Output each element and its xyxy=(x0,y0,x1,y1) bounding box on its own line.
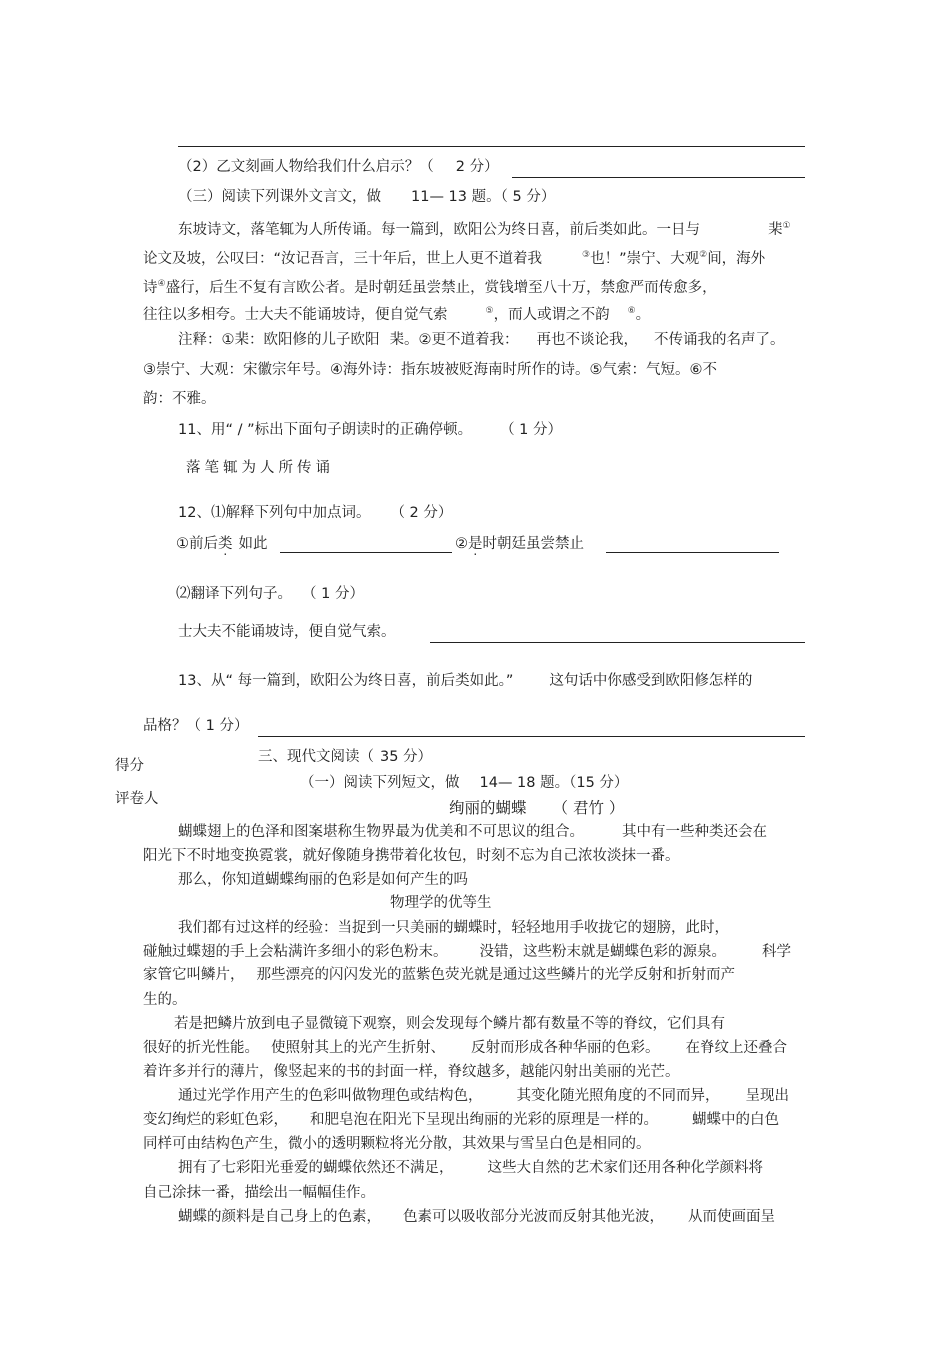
question-12 xyxy=(178,503,452,523)
notes-line-3: 韵：不雅。 xyxy=(143,391,216,407)
footnote-marker: ③ xyxy=(582,250,591,260)
article-line: 生的。 xyxy=(143,992,187,1008)
article-line xyxy=(178,1207,775,1227)
question-12-2-score: （ 1 分） xyxy=(302,586,364,602)
item-text: 如此 xyxy=(238,536,268,552)
article-title: 绚丽的蝴蝶 xyxy=(449,799,527,817)
article-text: 反射而形成各种华丽的色彩。 xyxy=(471,1040,660,1056)
article-text: 其中有一些种类还会在 xyxy=(622,824,767,840)
passage-text: 。 xyxy=(635,306,651,323)
part-3-heading-text: 三、现代文阅读（ xyxy=(258,749,374,765)
article-text: 蝴蝶的颜料是自己身上的色素， xyxy=(178,1209,381,1225)
passage-line-3 xyxy=(143,274,717,298)
note-text: 棐。②更不道着我： xyxy=(389,332,519,348)
article-line: 那么，你知道蝴蝶绚丽的色彩是如何产生的吗 xyxy=(178,872,468,888)
article-text: 蝴蝶翅上的色泽和图案堪称生物界最为优美和不可思议的组合。 xyxy=(178,824,584,840)
article-text: 家管它叫鳞片， xyxy=(143,967,245,983)
footnote-marker: ② xyxy=(699,250,708,260)
passage-text: 盛行，后生不复有言欧公者。是时朝廷虽尝禁止，赏钱增至八十万，禁愈严而传愈多， xyxy=(165,279,717,296)
article-text: 变幻绚烂的彩虹色彩， xyxy=(143,1112,288,1128)
question-11 xyxy=(178,420,562,440)
dotted-word: 类 xyxy=(218,536,233,552)
part-3-heading xyxy=(258,747,432,767)
article-text: 没错，这些粉末就是蝴蝶色彩的源泉。 xyxy=(479,944,726,960)
question-13-line-2: 品格？（ 1 分） xyxy=(143,718,249,734)
part-3-subheading-a: （一）阅读下列短文，做 xyxy=(300,775,460,791)
question-2-text: （2）乙文刻画人物给我们什么启示？（ xyxy=(178,159,434,175)
note-text: 再也不谈论我， xyxy=(536,332,638,348)
article-text: 从而使画面呈 xyxy=(688,1209,775,1225)
article-line: 阳光下不时地变换霓裳，就好像随身携带着化妆包，时刻不忘为自己浓妆淡抹一番。 xyxy=(143,848,680,864)
notes-line-2: ③崇宁、大观：宋徽宗年号。④海外诗：指东坡被贬海南时所作的诗。⑤气索：气短。⑥不 xyxy=(143,362,717,378)
article-text: 其变化随光照角度的不同而异， xyxy=(516,1088,720,1104)
question-11-score: （ 1 分） xyxy=(500,422,563,438)
article-line xyxy=(178,1086,789,1106)
note-text: 注释：①棐：欧阳修的儿子欧阳 xyxy=(178,332,380,348)
article-text: 蝴蝶中的白色 xyxy=(692,1112,779,1128)
score-label: 得分 xyxy=(115,758,144,774)
article-line: 自己涂抹一番，描绘出一幅幅佳作。 xyxy=(143,1185,375,1201)
article-line xyxy=(143,1038,787,1058)
passage-text: 也！”崇宁、大观 xyxy=(590,250,700,267)
article-text: 拥有了七彩阳光垂爱的蝴蝶依然还不满足， xyxy=(178,1160,454,1176)
passage-text: 间，海外 xyxy=(707,250,766,267)
article-line xyxy=(143,965,735,985)
answer-line-12-2[interactable] xyxy=(430,642,805,643)
part-3-subheading-b: 14— 18 题。（15 分） xyxy=(479,775,629,791)
footnote-marker: ⑥ xyxy=(627,306,636,316)
passage-text: 棐 xyxy=(768,221,783,238)
question-12-text: 12、⑴解释下列句中加点词。 xyxy=(178,505,371,521)
passage-text: ，而人或谓之不韵 xyxy=(493,306,610,323)
section-3-heading-b: 11— 13 题。（ 5 分） xyxy=(411,189,556,205)
question-13-text: 这句话中你感受到欧阳修怎样的 xyxy=(549,673,753,689)
passage-text: 东坡诗文，落笔辄为人所传诵。每一篇到，欧阳公为终日喜，前后类如此。一日与 xyxy=(178,221,700,238)
question-11-sentence[interactable]: 落笔辄为人所传诵 xyxy=(186,460,334,476)
article-line xyxy=(143,1110,779,1130)
article-text: 和肥皂泡在阳光下呈现出绚丽的光彩的原理是一样的。 xyxy=(310,1112,658,1128)
answer-line-12b[interactable] xyxy=(606,552,779,553)
article-text: 通过光学作用产生的色彩叫做物理色或结构色， xyxy=(178,1088,483,1104)
article-line xyxy=(178,822,767,842)
answer-line-12a[interactable] xyxy=(280,552,452,553)
item-text: ①前后 xyxy=(176,536,218,552)
article-line: 着许多并行的薄片，像竖起来的书的封面一样，脊纹越多，越能闪射出美丽的光芒。 xyxy=(143,1064,680,1080)
item-text: 时朝廷虽尝禁止 xyxy=(482,536,584,552)
item-text: ② xyxy=(455,536,468,552)
footnote-marker: ④ xyxy=(157,279,166,289)
section-3-heading xyxy=(178,187,555,207)
question-12-2-text: ⑵翻译下列句子。 xyxy=(176,586,292,602)
question-12-score: （ 2 分） xyxy=(390,505,453,521)
answer-line-q2[interactable] xyxy=(512,177,805,178)
article-text: 科学 xyxy=(762,944,791,960)
footnote-marker: ① xyxy=(782,221,791,231)
article-line: 我们都有过这样的经验：当捉到一只美丽的蝴蝶时，轻轻地用手收拢它的翅膀，此时， xyxy=(178,920,729,936)
article-text: 这些大自然的艺术家们还用各种化学颜料将 xyxy=(487,1160,763,1176)
question-12-2 xyxy=(176,584,364,604)
article-text: 在脊纹上还叠合 xyxy=(685,1040,787,1056)
article-text: 使照射其上的光产生折射、 xyxy=(271,1040,445,1056)
article-text: 很好的折光性能。 xyxy=(143,1040,259,1056)
passage-line-4 xyxy=(143,301,650,325)
question-13-text: 13、从“ 每一篇到，欧阳公为终日喜，前后类如此。” xyxy=(178,673,514,689)
article-subtitle: 物理学的优等生 xyxy=(390,895,492,911)
question-2-score: 2 分） xyxy=(455,159,499,175)
question-11-text: 11、用“ / ”标出下面句子朗读时的正确停顿。 xyxy=(178,422,473,438)
article-author: （ 君竹 ） xyxy=(552,799,625,817)
part-3-heading-score: 35 分） xyxy=(380,749,433,765)
passage-text: 往往以多相夸。士大夫不能诵坡诗，便自觉气索 xyxy=(143,306,448,323)
question-12-2-sentence: 士大夫不能诵坡诗，便自觉气索。 xyxy=(178,624,396,640)
article-title-line xyxy=(449,798,624,818)
article-text: 呈现出 xyxy=(745,1088,789,1104)
article-line: 若是把鳞片放到电子显微镜下观察，则会发现每个鳞片都有数量不等的脊纹，它们具有 xyxy=(174,1016,725,1032)
question-2-line xyxy=(178,157,499,177)
answer-line-13[interactable] xyxy=(258,736,805,737)
question-13 xyxy=(178,671,752,691)
article-line xyxy=(178,1158,763,1178)
passage-line-1 xyxy=(178,216,791,240)
article-line xyxy=(143,942,791,962)
article-text: 色素可以吸收部分光波而反射其他光波， xyxy=(403,1209,664,1225)
question-12-item-a xyxy=(176,534,268,554)
section-3-heading-a: （三）阅读下列课外文言文，做 xyxy=(178,189,381,205)
notes-line-1 xyxy=(178,330,785,350)
passage-text: 诗 xyxy=(143,279,158,296)
part-3-subheading xyxy=(300,773,628,793)
question-12-item-b xyxy=(455,534,584,554)
article-text: 那些漂亮的闪闪发光的蓝紫色荧光就是通过这些鳞片的光学反射和折射而产 xyxy=(256,967,735,983)
grader-label: 评卷人 xyxy=(115,791,159,807)
passage-text: 论文及坡，公叹曰：“汝记吾言，三十年后，世上人更不道着我 xyxy=(143,250,543,267)
passage-line-2 xyxy=(143,245,765,269)
footnote-marker: ⑤ xyxy=(485,306,494,316)
note-text: 不传诵我的名声了。 xyxy=(654,332,785,348)
dotted-word: 是 xyxy=(468,536,483,552)
article-text: 碰触过蝶翅的手上会粘满许多细小的彩色粉末。 xyxy=(143,944,448,960)
answer-line-top xyxy=(178,146,805,147)
article-line: 同样可由结构色产生，微小的透明颗粒将光分散，其效果与雪呈白色是相同的。 xyxy=(143,1136,651,1152)
